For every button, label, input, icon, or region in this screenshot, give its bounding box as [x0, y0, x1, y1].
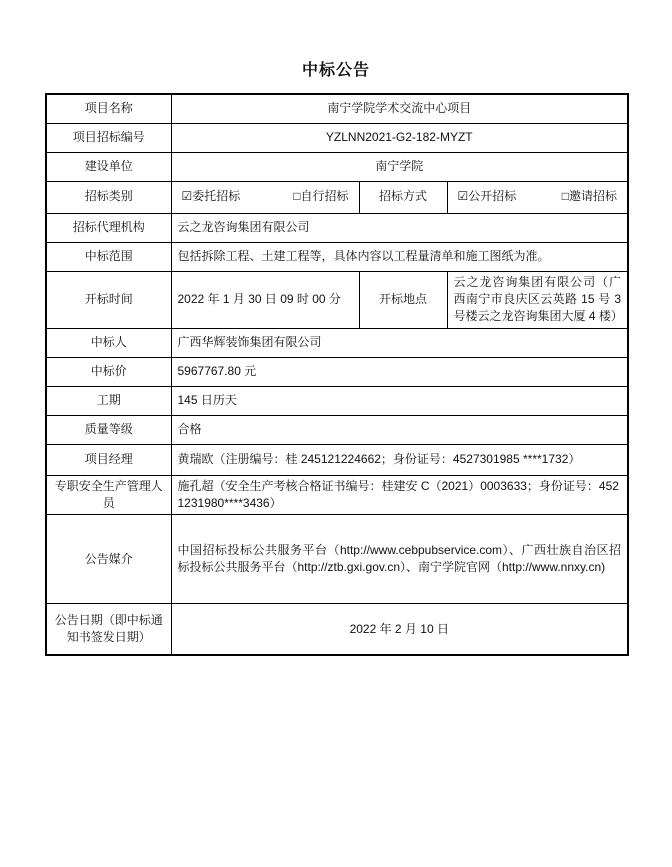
bid-opening-time-label: 开标时间: [46, 271, 171, 328]
price-value: 5967767.80 元: [171, 357, 628, 386]
project-manager-value: 黄瑞欧（注册编号：桂 245121224662；身份证号：4527301985 ****1732）: [171, 444, 628, 475]
announce-date-value: 2022 年 2 月 10 日: [171, 604, 628, 655]
checkbox-checked-open-tender: ☑公开招标: [457, 189, 517, 204]
scope-value: 包括拆除工程、土建工程等，具体内容以工程量清单和施工图纸为准。: [171, 242, 628, 271]
tender-method-label: 招标方式: [359, 181, 447, 213]
row-agency: [46, 213, 628, 242]
checkbox-unchecked-invited-tender: □邀请招标: [561, 189, 618, 204]
tender-method-options: [447, 181, 628, 213]
scope-label: 中标范围: [46, 242, 171, 271]
row-winner: [46, 328, 628, 357]
bid-opening-place-label: 开标地点: [359, 271, 447, 328]
quality-grade-value: 合格: [171, 415, 628, 444]
winner-label: 中标人: [46, 328, 171, 357]
row-price: [46, 357, 628, 386]
bid-opening-time-value: 2022 年 1 月 30 日 09 时 00 分: [171, 271, 359, 328]
tender-category-label: 招标类别: [46, 181, 171, 213]
row-announce-media: [46, 515, 628, 604]
row-tender-number: [46, 123, 628, 152]
agency-value: 云之龙咨询集团有限公司: [171, 213, 628, 242]
tender-number-label: 项目招标编号: [46, 123, 171, 152]
row-quality-grade: [46, 415, 628, 444]
agency-label: 招标代理机构: [46, 213, 171, 242]
page-title: 中标公告: [301, 62, 370, 79]
winner-value: 广西华辉装饰集团有限公司: [171, 328, 628, 357]
row-bid-opening: [46, 271, 628, 328]
safety-officer-label: 专职安全生产管理人员: [46, 475, 171, 515]
construction-unit-label: 建设单位: [46, 152, 171, 181]
construction-unit-value: 南宁学院: [171, 152, 628, 181]
row-project-name: [46, 94, 628, 123]
row-project-manager: [46, 444, 628, 475]
duration-label: 工期: [46, 386, 171, 415]
tender-number-value: YZLNN2021-G2-182-MYZT: [171, 123, 628, 152]
row-announce-date: [46, 604, 628, 655]
announce-media-label: 公告媒介: [46, 515, 171, 604]
project-manager-label: 项目经理: [46, 444, 171, 475]
bid-opening-place-value: 云之龙咨询集团有限公司（广西南宁市良庆区云英路 15 号 3 号楼云之龙咨询集团大厦 4 楼）: [447, 271, 628, 328]
price-label: 中标价: [46, 357, 171, 386]
duration-value: 145 日历天: [171, 386, 628, 415]
announce-date-label: 公告日期（即中标通知书签发日期）: [46, 604, 171, 655]
project-name-label: 项目名称: [46, 94, 171, 123]
announce-media-value: 中国招标投标公共服务平台（http://www.cebpubservice.com）、广西壮族自治区招标投标公共服务平台（http://ztb.gxi.gov.cn）、南宁学院官网（http://www.nnxy.cn): [171, 515, 628, 604]
row-tender-category: [46, 181, 628, 213]
row-safety-officer: [46, 475, 628, 515]
checkbox-checked-entrusted-tender: ☑委托招标: [181, 189, 241, 204]
row-duration: [46, 386, 628, 415]
quality-grade-label: 质量等级: [46, 415, 171, 444]
row-construction-unit: [46, 152, 628, 181]
checkbox-unchecked-self-tender: □自行招标: [293, 189, 349, 204]
row-scope: [46, 242, 628, 271]
safety-officer-value: 施孔超（安全生产考核合格证书编号：桂建安 C（2021）0003633；身份证号：4521231980****3436）: [171, 475, 628, 515]
tender-category-options: [171, 181, 359, 213]
project-name-value: 南宁学院学术交流中心项目: [171, 94, 628, 123]
announcement-table: [45, 93, 629, 656]
